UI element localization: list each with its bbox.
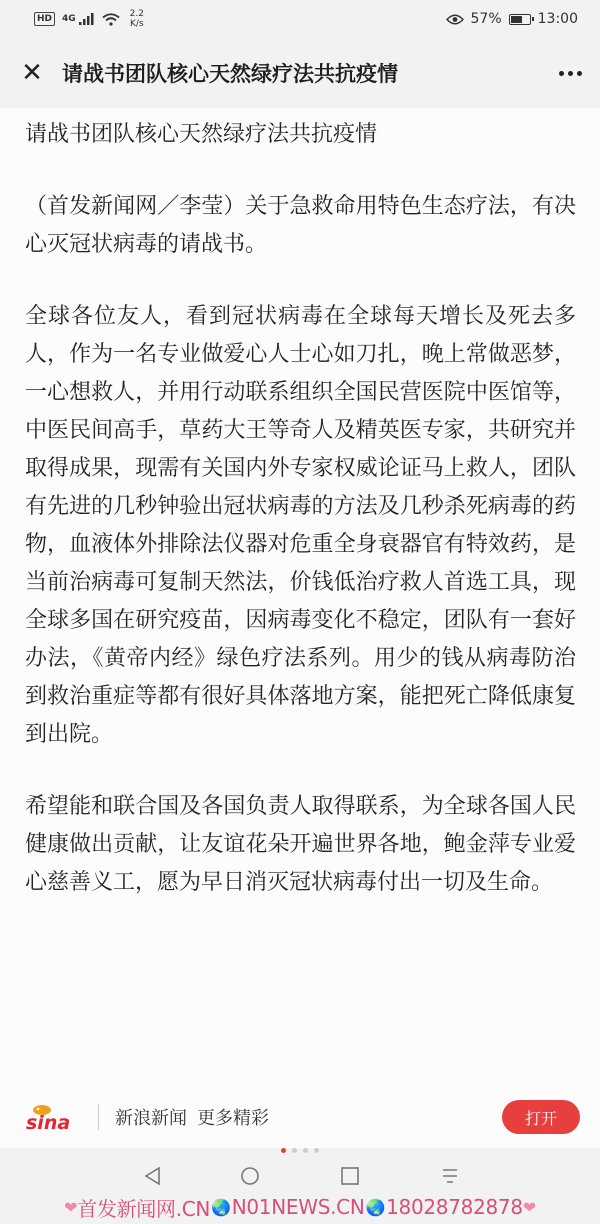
article-paragraph-closing: 希望能和联合国及各国负责人取得联系，为全球各国人民健康做出贡献，让友谊花朵开遍世界各地，鲍金萍专业爱心慈善义工，愿为早日消灭冠状病毒付出一切及生命。 [25, 794, 576, 895]
globe-icon: 🌏 [365, 1197, 386, 1217]
eye-icon [446, 14, 464, 25]
watermark-phone: 18028782878 [386, 1195, 523, 1219]
status-left [34, 9, 144, 29]
clock: 13:00 [537, 11, 578, 27]
battery-icon [509, 14, 531, 25]
heart-icon: ❤ [64, 1197, 78, 1217]
article-body [0, 108, 600, 1086]
top-navigation-bar [0, 38, 600, 108]
sina-logo [24, 1100, 90, 1134]
close-icon[interactable]: ✕ [21, 58, 43, 88]
battery-percent: 57% [470, 11, 502, 27]
promo-divider [98, 1104, 99, 1130]
watermark-site-en: N01NEWS.CN [231, 1195, 365, 1219]
recents-square-icon[interactable] [340, 1166, 360, 1186]
page-dot [303, 1148, 308, 1153]
page-dot [292, 1148, 297, 1153]
network-speed [130, 9, 144, 29]
sina-logo-text: sina [26, 1112, 71, 1134]
article-title: 请战书团队核心天然绿疗法共抗疫情 [25, 122, 378, 147]
open-app-button[interactable]: 打开 [502, 1100, 580, 1134]
speed-unit: K/s [130, 19, 144, 29]
network-type: 4G [62, 14, 76, 24]
battery-fill [511, 16, 522, 23]
app-promo-bar [0, 1086, 600, 1148]
home-circle-icon[interactable] [240, 1166, 260, 1186]
heart-icon: ❤ [522, 1197, 536, 1217]
notification-pull-icon[interactable] [440, 1166, 460, 1186]
speed-value: 2.2 [129, 9, 144, 19]
status-bar [0, 0, 600, 38]
article-paragraph-main: 全球各位友人，看到冠状病毒在全球每天增长及死去多人，作为一名专业做爱心人士心如刀扎，晚上常做恶梦，一心想救人，并用行动联系组织全国民营医院中医馆等，中医民间高手，草药大王等奇人及精英医专家，共研究并取得成果，现需有关国内外专家权威论证马上救人，团队有先进的几秒钟验出冠状病毒的方法及几秒杀死病毒的药物，血液体外排除法仪器对危重全身衰器官有特效药，是当前治病毒可复制天然法，价钱低治疗救人首选工具，现全球多国在研究疫苗，因病毒变化不稳定，团队有一套好办法，《黄帝内经》绿色疗法系列。用少的钱从病毒防治到救治重症等都有很好具体落地方案，能把死亡降低康复到出院。 [25, 304, 576, 747]
page-indicator [0, 1148, 600, 1156]
back-triangle-icon[interactable] [143, 1166, 161, 1186]
hd-badge: HD [34, 12, 55, 26]
app-name: 新浪新闻 [115, 1108, 187, 1129]
page-title: 请战书团队核心天然绿疗法共抗疫情 [62, 62, 398, 86]
wifi-icon [102, 13, 120, 26]
signal-icon [79, 13, 95, 25]
app-tagline: 更多精彩 [197, 1108, 269, 1129]
article-paragraph-intro: （首发新闻网／李莹）关于急救命用特色生态疗法，有决心灭冠状病毒的请战书。 [25, 194, 576, 257]
status-right [446, 11, 578, 27]
more-dots-icon[interactable] [540, 71, 600, 76]
globe-icon: 🌏 [211, 1197, 231, 1217]
watermark-banner [0, 1190, 600, 1224]
page-dot [314, 1148, 319, 1153]
watermark-site-cn: 首发新闻网.CN [77, 1196, 211, 1221]
page-dot-active [281, 1148, 286, 1153]
